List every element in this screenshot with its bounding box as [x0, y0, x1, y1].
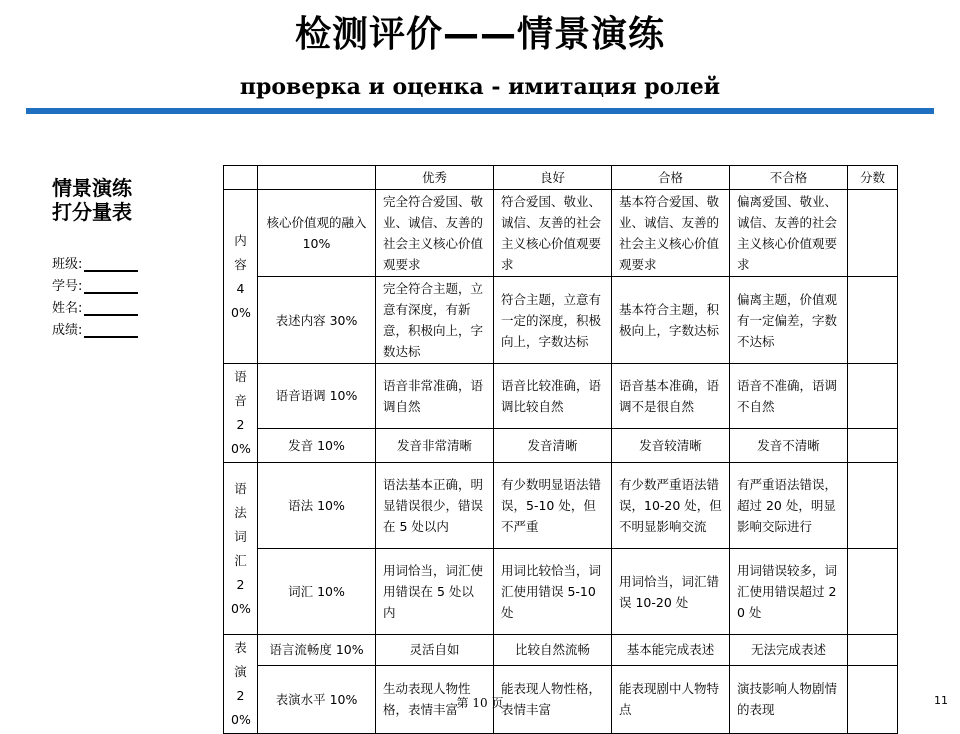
rating-cell: 语音基本准确，语调不是很自然 — [612, 364, 730, 429]
score-cell[interactable] — [848, 190, 898, 277]
criterion-label: 核心价值观的融入 10% — [258, 190, 376, 277]
rating-cell: 语音比较准确，语调比较自然 — [494, 364, 612, 429]
score-cell[interactable] — [848, 635, 898, 666]
student-info-fields — [52, 254, 138, 342]
rating-cell: 比较自然流畅 — [494, 635, 612, 666]
rating-cell: 发音较清晰 — [612, 428, 730, 462]
header-good: 良好 — [494, 166, 612, 190]
rating-cell: 基本能完成表述 — [612, 635, 730, 666]
student-id-field-blank — [84, 280, 138, 294]
rating-cell: 发音不清晰 — [730, 428, 848, 462]
header-pass: 合格 — [612, 166, 730, 190]
score-cell[interactable] — [848, 277, 898, 364]
page-footer: 第 10 页 — [456, 696, 504, 710]
criterion-label: 表演水平 10% — [258, 665, 376, 733]
rating-cell: 生动表现人物性格，表情丰富 — [376, 665, 494, 733]
criterion-label: 语音语调 10% — [258, 364, 376, 429]
table-row — [224, 364, 898, 429]
header-score: 分数 — [848, 166, 898, 190]
rating-cell: 完全符合主题，立意有深度，有新意，积极向上，字数达标 — [376, 277, 494, 364]
rating-cell: 能表现人物性格，表情丰富 — [494, 665, 612, 733]
slide-number: 11 — [934, 694, 948, 707]
header-fail: 不合格 — [730, 166, 848, 190]
class-field-blank — [84, 258, 138, 272]
criterion-label: 语言流畅度 10% — [258, 635, 376, 666]
rating-cell: 用词错误较多，词汇使用错误超过 20 处 — [730, 549, 848, 635]
score-field-blank — [84, 324, 138, 338]
rating-cell: 演技影响人物剧情的表现 — [730, 665, 848, 733]
class-field-label: 班级: — [52, 257, 83, 272]
rating-cell: 灵活自如 — [376, 635, 494, 666]
criterion-label: 发音 10% — [258, 428, 376, 462]
header-excellent: 优秀 — [376, 166, 494, 190]
rating-cell: 符合主题，立意有一定的深度，积极向上，字数达标 — [494, 277, 612, 364]
rating-cell: 有少数严重语法错误，10-20 处，但不明显影响交流 — [612, 463, 730, 549]
score-cell[interactable] — [848, 428, 898, 462]
criterion-label: 词汇 10% — [258, 549, 376, 635]
scoring-sheet-title-line2: 打分量表 — [52, 200, 132, 224]
rating-cell: 有少数明显语法错误，5-10 处，但不严重 — [494, 463, 612, 549]
header-blank-cell — [258, 166, 376, 190]
table-header-row — [224, 166, 898, 190]
scoring-sheet-title — [52, 176, 132, 224]
score-field — [52, 320, 138, 342]
table-row — [224, 463, 898, 549]
rating-cell: 发音清晰 — [494, 428, 612, 462]
table-row — [224, 428, 898, 462]
category-grammar: 语法词汇20% — [224, 463, 258, 635]
class-field — [52, 254, 138, 276]
criterion-label: 语法 10% — [258, 463, 376, 549]
rating-cell: 用词恰当，词汇使用错误在 5 处以内 — [376, 549, 494, 635]
rating-cell: 用词比较恰当，词汇使用错误 5-10 处 — [494, 549, 612, 635]
table-row — [224, 190, 898, 277]
name-field-blank — [84, 302, 138, 316]
header-divider — [26, 108, 934, 114]
rating-cell: 有严重语法错误，超过 20 处，明显影响交际进行 — [730, 463, 848, 549]
category-content: 内容40% — [224, 190, 258, 364]
category-pronunciation: 语音20% — [224, 364, 258, 463]
rating-cell: 基本符合爱国、敬业、诚信、友善的社会主义核心价值观要求 — [612, 190, 730, 277]
table-row — [224, 549, 898, 635]
rating-cell: 语音不准确，语调不自然 — [730, 364, 848, 429]
rating-cell: 基本符合主题，积极向上，字数达标 — [612, 277, 730, 364]
rating-cell: 语法基本正确，明显错误很少，错误在 5 处以内 — [376, 463, 494, 549]
rating-cell: 完全符合爱国、敬业、诚信、友善的社会主义核心价值观要求 — [376, 190, 494, 277]
page-subtitle: проверка и оценка - имитация ролей — [239, 74, 721, 100]
header-blank-cell — [224, 166, 258, 190]
name-field — [52, 298, 138, 320]
rating-cell: 偏离爱国、敬业、诚信、友善的社会主义核心价值观要求 — [730, 190, 848, 277]
name-field-label: 姓名: — [52, 301, 83, 316]
rating-cell: 语音非常准确，语调自然 — [376, 364, 494, 429]
criterion-label: 表述内容 30% — [258, 277, 376, 364]
table-row — [224, 277, 898, 364]
rating-cell: 用词恰当，词汇错误 10-20 处 — [612, 549, 730, 635]
rating-cell: 能表现剧中人物特点 — [612, 665, 730, 733]
table-row — [224, 635, 898, 666]
page-title: 检测评价——情景演练 — [294, 14, 665, 55]
rating-cell: 无法完成表述 — [730, 635, 848, 666]
score-cell[interactable] — [848, 364, 898, 429]
scoring-sheet-title-line1: 情景演练 — [52, 176, 132, 200]
score-cell[interactable] — [848, 463, 898, 549]
score-field-label: 成绩: — [52, 323, 83, 338]
rating-cell: 发音非常清晰 — [376, 428, 494, 462]
rating-cell: 偏离主题，价值观有一定偏差，字数不达标 — [730, 277, 848, 364]
category-performance: 表演20% — [224, 635, 258, 734]
rating-cell: 符合爱国、敬业、诚信、友善的社会主义核心价值观要求 — [494, 190, 612, 277]
student-id-field — [52, 276, 138, 298]
score-cell[interactable] — [848, 549, 898, 635]
student-id-field-label: 学号: — [52, 279, 83, 294]
